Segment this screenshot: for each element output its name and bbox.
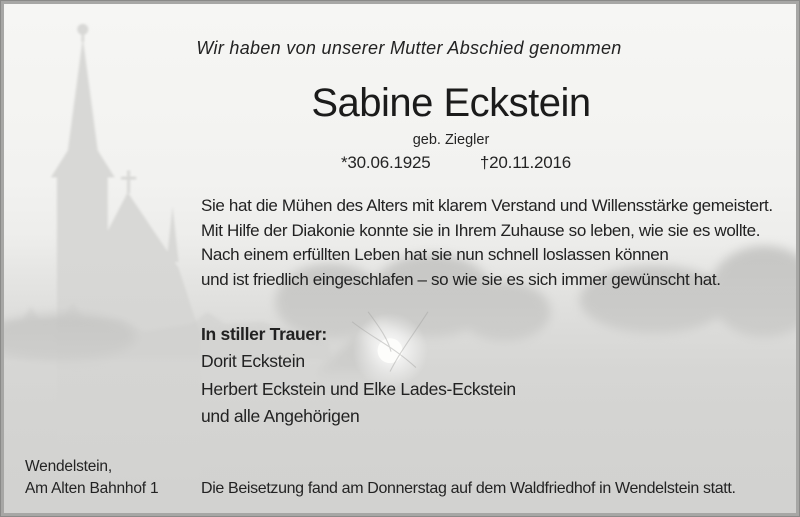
mourner-line: Dorit Eckstein (201, 351, 305, 372)
body-line: Nach einem erfüllten Leben hat sie nun schnell loslassen können (201, 245, 669, 264)
body-line: und ist friedlich eingeschlafen – so wie sie es sich immer gewünscht hat. (201, 269, 721, 289)
body-line: Mit Hilfe der Diakonie konnte sie in Ihrem Zuhause so leben, wie sie es wollte. (201, 220, 761, 240)
mourner-line: Herbert Eckstein und Elke Lades-Eckstein (201, 378, 516, 399)
body-line: Sie hat die Mühen des Alters mit klarem Verstand und Willensstärke gemeistert. (201, 196, 773, 215)
place-line: Wendelstein, (25, 458, 112, 475)
funeral-note: Die Beisetzung fand am Donnerstag auf dem Waldfriedhof in Wendelstein statt. (201, 480, 736, 497)
deceased-name: Sabine Eckstein (311, 81, 591, 125)
street-line: Am Alten Bahnhof 1 (25, 480, 159, 497)
intro-line: Wir haben von unserer Mutter Abschied genommen (196, 38, 622, 58)
mourner-line: und alle Angehörigen (201, 405, 360, 426)
sign-off-address (25, 456, 215, 500)
deceased-header (298, 82, 604, 173)
life-dates (298, 153, 604, 173)
birth-date: *30.06.1925 (341, 153, 431, 172)
mourners-block (201, 321, 681, 430)
obituary-body (201, 194, 800, 292)
mourners-heading: In stiller Trauer: (201, 324, 327, 344)
death-date: †20.11.2016 (479, 153, 571, 172)
maiden-name: geb. Ziegler (412, 132, 490, 148)
